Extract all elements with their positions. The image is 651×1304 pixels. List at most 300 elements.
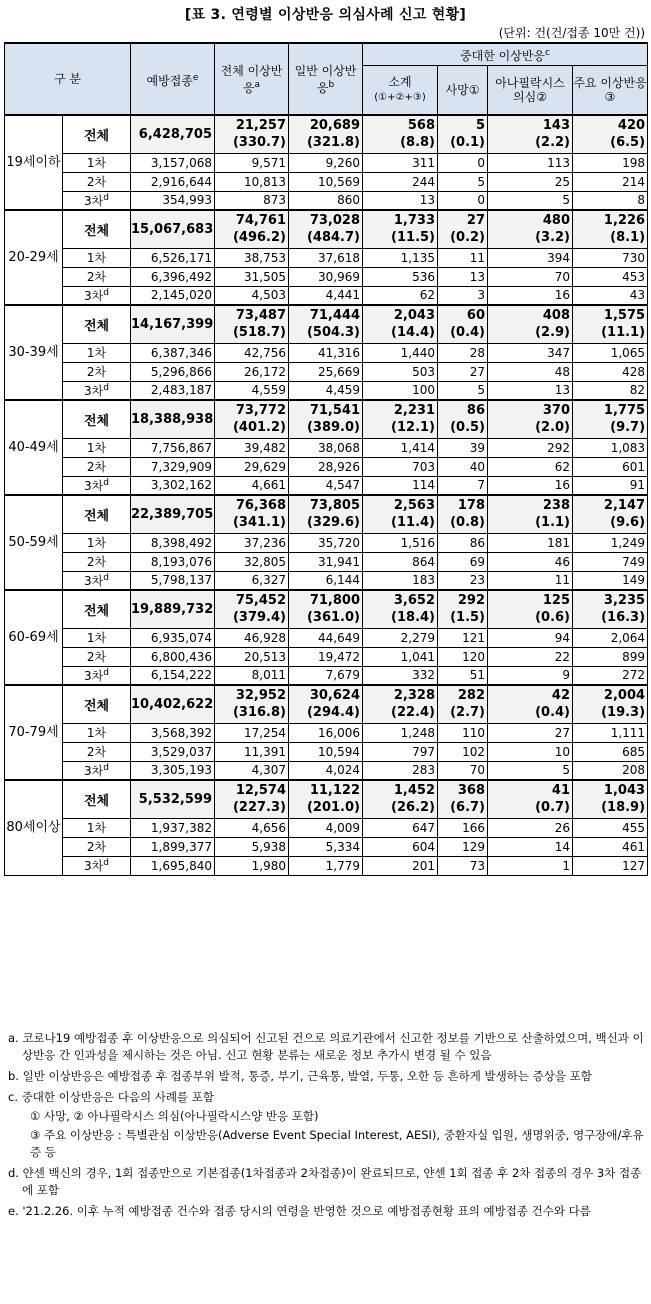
dose-label: 3차 [84,383,104,398]
subtotal-cell [363,305,438,343]
general-cell: 4,024 [289,761,363,780]
anaph-cell [488,115,573,153]
major-count: 1,775 [603,403,646,419]
header-vacc-text: 예방접종 [146,73,193,88]
header-vacc-sup: e [192,72,199,83]
header-subtotal-text: 소계 [388,74,412,89]
age-group-cell: 70-79세 [5,685,63,780]
header-total-ae-text: 전체 이상반응 [220,63,283,95]
vaccination-count-cell: 5,296,866 [131,362,215,381]
anaph-cell: 16 [488,476,573,495]
table-row [5,685,648,723]
dose-cell [63,628,131,647]
subtotal-cell: 797 [363,742,438,761]
general-cell: 30,969 [289,267,363,286]
major-count: 420 [617,118,646,134]
dose-label: 전체 [83,603,110,619]
table-row [5,400,648,438]
anaph-cell: 11 [488,571,573,590]
death-count: 292 [457,593,485,609]
anaph-rate: (3.2) [535,230,570,246]
header-anaph: 아나필락시스 의심② [488,65,573,115]
death-cell [438,305,488,343]
anaph-cell [488,210,573,248]
vaccination-count-cell: 5,532,599 [131,780,215,818]
footnote-e: e. '21.2.26. 이후 누적 예방접종 건수와 접종 당시의 연령을 반영한 것으로 예방접종현황 표의 예방접종 건수와 다름 [8,1204,591,1218]
vaccination-count-cell: 3,157,068 [131,153,215,172]
total-count: 21,257 [235,118,286,134]
footnote-a: a. 코로나19 예방접종 후 이상반응으로 의심되어 신고된 건으로 의료기관에서 신고한 정보를 기반으로 산출하였으며, 백신과 이상반응 간 인과성을 제시하는 것은 아님. 신고 현황 분류는 새로운 정보 추가시 변경 될 수 있음 [8,1031,644,1062]
table-row [5,647,648,666]
major-cell: 749 [573,552,648,571]
total-rate: (341.1) [232,515,286,531]
anaph-cell: 5 [488,761,573,780]
dose-label: 1차 [86,726,107,740]
general-cell [289,780,363,818]
vaccination-count-cell: 2,916,644 [131,172,215,191]
dose-cell [63,780,131,818]
footnote-b: b. 일반 이상반응은 예방접종 후 접종부위 발적, 통증, 부기, 근육통, 발열, 두통, 오한 등 흔하게 발생하는 증상을 포함 [8,1069,592,1083]
major-count: 1,575 [603,308,646,324]
major-count: 2,004 [603,688,646,704]
anaph-cell: 181 [488,533,573,552]
major-rate: (11.1) [601,325,646,341]
dose-label: 2차 [86,840,107,854]
major-cell: 1,111 [573,723,648,742]
subtotal-cell: 1,135 [363,248,438,267]
dose-cell [63,286,131,305]
vaccination-count-cell: 18,388,938 [131,400,215,438]
header-subtotal [363,65,438,115]
vaccination-count-cell: 6,396,492 [131,267,215,286]
death-rate: (2.7) [450,705,485,721]
general-cell [289,210,363,248]
age-group-cell: 60-69세 [5,590,63,685]
major-cell: 43 [573,286,648,305]
dose-cell [63,191,131,210]
subtotal-rate: (14.4) [391,325,435,341]
death-cell: 27 [438,362,488,381]
table-row [5,723,648,742]
table-row [5,438,648,457]
vaccination-count-cell: 3,529,037 [131,742,215,761]
death-count: 86 [466,403,485,419]
dose-sup: d [103,287,109,298]
total-rate: (379.4) [232,610,286,626]
general-cell [289,495,363,533]
major-cell: 8 [573,191,648,210]
general-cell: 31,941 [289,552,363,571]
death-rate: (0.8) [450,515,485,531]
vaccination-count-cell: 14,167,399 [131,305,215,343]
dose-label: 1차 [86,156,107,170]
general-cell [289,305,363,343]
vaccination-count-cell: 8,398,492 [131,533,215,552]
total-count: 73,487 [235,308,286,324]
total-cell: 26,172 [215,362,289,381]
table-row [5,362,648,381]
header-gubun-text: 구 분 [54,72,81,86]
anaph-rate: (2.2) [535,135,570,151]
dose-label: 3차 [84,668,104,683]
anaph-rate: (0.7) [535,800,570,816]
total-cell: 38,753 [215,248,289,267]
dose-cell [63,761,131,780]
vaccination-count-cell: 3,305,193 [131,761,215,780]
anaph-count: 41 [551,783,570,799]
total-count: 75,452 [235,593,286,609]
death-count: 60 [466,308,485,324]
anaph-cell: 1 [488,856,573,875]
total-cell: 10,813 [215,172,289,191]
major-cell: 1,065 [573,343,648,362]
vaccination-count-cell: 6,526,171 [131,248,215,267]
death-cell: 5 [438,172,488,191]
subtotal-cell: 1,440 [363,343,438,362]
major-rate: (16.3) [601,610,646,626]
general-cell: 4,547 [289,476,363,495]
dose-label: 1차 [86,346,107,360]
header-vacc [131,43,215,115]
footnote-c1: ① 사망, ② 아나필락시스 의심(아나필락시스양 반응 포함) [30,1109,319,1123]
major-rate: (6.5) [610,135,646,151]
age-group-cell: 80세이상 [5,780,63,875]
dose-label: 전체 [83,793,110,809]
major-cell: 1,249 [573,533,648,552]
anaph-rate: (2.0) [535,420,570,436]
dose-label: 2차 [86,365,107,379]
total-cell: 8,011 [215,666,289,685]
death-count: 27 [466,213,485,229]
table-row [5,533,648,552]
death-cell: 0 [438,153,488,172]
anaph-cell [488,305,573,343]
table-row [5,172,648,191]
subtotal-count: 2,043 [393,308,435,324]
dose-label: 1차 [86,536,107,550]
dose-cell [63,305,131,343]
death-cell: 120 [438,647,488,666]
table-row [5,457,648,476]
vaccination-count-cell: 354,993 [131,191,215,210]
vaccination-count-cell: 5,798,137 [131,571,215,590]
major-cell [573,590,648,628]
dose-sup: d [103,667,109,678]
total-rate: (330.7) [232,135,286,151]
dose-label: 3차 [84,859,104,873]
major-cell: 272 [573,666,648,685]
dose-label: 2차 [86,555,107,569]
subtotal-cell [363,590,438,628]
general-cell [289,685,363,723]
death-cell: 7 [438,476,488,495]
subtotal-rate: (22.4) [391,705,435,721]
total-cell: 4,503 [215,286,289,305]
death-cell: 102 [438,742,488,761]
vaccination-count-cell: 2,145,020 [131,286,215,305]
vaccination-count-cell: 7,756,867 [131,438,215,457]
total-cell [215,495,289,533]
dose-cell [63,533,131,552]
dose-label: 전체 [83,128,110,144]
major-cell [573,780,648,818]
total-cell: 20,513 [215,647,289,666]
major-cell: 91 [573,476,648,495]
subtotal-cell: 201 [363,856,438,875]
vaccination-count-cell: 1,937,382 [131,818,215,837]
major-cell: 899 [573,647,648,666]
subtotal-cell: 100 [363,381,438,400]
dose-cell [63,400,131,438]
dose-cell [63,495,131,533]
dose-label: 1차 [86,631,107,645]
anaph-count: 125 [542,593,570,609]
subtotal-cell: 1,414 [363,438,438,457]
major-cell: 198 [573,153,648,172]
subtotal-count: 2,328 [393,688,435,704]
subtotal-cell: 183 [363,571,438,590]
vaccination-count-cell: 1,695,840 [131,856,215,875]
anaph-rate: (1.1) [535,515,570,531]
subtotal-cell: 604 [363,837,438,856]
subtotal-cell: 13 [363,191,438,210]
dose-label: 2차 [86,745,107,759]
age-group-cell: 40-49세 [5,400,63,495]
header-serious [363,43,648,65]
major-cell [573,210,648,248]
dose-cell [63,267,131,286]
dose-cell [63,552,131,571]
total-cell: 1,980 [215,856,289,875]
dose-cell [63,362,131,381]
subtotal-cell: 1,248 [363,723,438,742]
table-row [5,628,648,647]
major-cell: 214 [573,172,648,191]
dose-cell [63,381,131,400]
total-cell: 6,327 [215,571,289,590]
general-cell: 37,618 [289,248,363,267]
subtotal-rate: (11.5) [391,230,435,246]
major-count: 1,043 [603,783,646,799]
table-row [5,191,648,210]
dose-cell [63,343,131,362]
vaccination-count-cell: 7,329,909 [131,457,215,476]
major-cell: 127 [573,856,648,875]
vaccination-count-cell: 6,428,705 [131,115,215,153]
total-cell: 4,661 [215,476,289,495]
table-row [5,742,648,761]
unit-label: (단위: 건(건/접종 10만 건)) [498,26,645,40]
header-gubun [5,43,131,115]
general-cell [289,590,363,628]
death-cell: 5 [438,381,488,400]
dose-sup: d [103,572,109,583]
anaph-cell: 292 [488,438,573,457]
dose-label: 2차 [86,460,107,474]
death-cell: 86 [438,533,488,552]
total-rate: (518.7) [232,325,286,341]
general-cell: 7,679 [289,666,363,685]
major-count: 1,226 [603,213,646,229]
vaccination-count-cell: 6,387,346 [131,343,215,362]
dose-label: 3차 [84,288,104,303]
anaph-cell [488,685,573,723]
death-cell [438,685,488,723]
footnotes [8,1030,644,1224]
total-cell [215,400,289,438]
major-cell: 685 [573,742,648,761]
total-count: 12,574 [235,783,286,799]
anaph-cell: 394 [488,248,573,267]
dose-label: 전체 [83,318,110,334]
general-rate: (329.6) [306,515,360,531]
table-row [5,590,648,628]
table-row [5,571,648,590]
death-cell: 51 [438,666,488,685]
table-row [5,856,648,875]
general-cell: 10,569 [289,172,363,191]
total-rate: (496.2) [232,230,286,246]
general-cell: 9,260 [289,153,363,172]
anaph-cell: 27 [488,723,573,742]
vaccination-count-cell: 8,193,076 [131,552,215,571]
anaph-cell: 10 [488,742,573,761]
anaph-count: 480 [542,213,570,229]
general-rate: (484.7) [306,230,360,246]
table-row [5,476,648,495]
total-cell: 5,938 [215,837,289,856]
death-cell: 70 [438,761,488,780]
general-rate: (361.0) [306,610,360,626]
dose-cell [63,666,131,685]
death-cell [438,210,488,248]
table-title: [표 3. 연령별 이상반응 의심사례 신고 현황] [184,7,467,23]
death-cell [438,495,488,533]
vaccination-count-cell: 22,389,705 [131,495,215,533]
subtotal-cell: 536 [363,267,438,286]
dose-sup: d [103,762,109,773]
death-cell [438,115,488,153]
subtotal-cell [363,780,438,818]
general-rate: (389.0) [306,420,360,436]
dose-label: 1차 [86,821,107,835]
subtotal-count: 1,733 [393,213,435,229]
table-row [5,305,648,343]
anaph-count: 408 [542,308,570,324]
total-cell: 39,482 [215,438,289,457]
age-group-cell: 20-29세 [5,210,63,305]
dose-label: 3차 [84,478,104,493]
general-cell: 10,594 [289,742,363,761]
anaph-cell [488,400,573,438]
header-serious-text: 중대한 이상반응 [460,48,546,63]
table-row [5,818,648,837]
table-row [5,115,648,153]
death-cell: 40 [438,457,488,476]
total-cell [215,115,289,153]
general-cell [289,115,363,153]
general-cell: 4,009 [289,818,363,837]
major-cell [573,495,648,533]
major-cell: 601 [573,457,648,476]
table-row [5,666,648,685]
major-rate: (9.7) [610,420,646,436]
dose-cell [63,685,131,723]
total-cell: 31,505 [215,267,289,286]
anaph-cell: 16 [488,286,573,305]
death-cell: 121 [438,628,488,647]
vaccination-count-cell: 3,568,392 [131,723,215,742]
total-count: 73,772 [235,403,286,419]
total-cell [215,305,289,343]
anaph-count: 143 [542,118,570,134]
dose-cell [63,115,131,153]
major-cell: 208 [573,761,648,780]
death-rate: (1.5) [450,610,485,626]
table-row [5,495,648,533]
dose-cell [63,457,131,476]
general-cell: 1,779 [289,856,363,875]
death-cell [438,400,488,438]
anaph-cell: 48 [488,362,573,381]
dose-label: 3차 [84,573,104,588]
general-cell: 16,006 [289,723,363,742]
total-cell: 32,805 [215,552,289,571]
general-cell: 38,068 [289,438,363,457]
general-cell: 860 [289,191,363,210]
footnote-c2: ③ 주요 이상반응 : 특별관심 이상반응(Adverse Event Special Interest, AESI), 중환자실 입원, 생명위중, 영구장애/후유증 등 [30,1128,644,1159]
total-cell: 9,571 [215,153,289,172]
anaph-cell [488,780,573,818]
death-rate: (6.7) [450,800,485,816]
subtotal-cell: 283 [363,761,438,780]
total-cell [215,780,289,818]
general-cell: 41,316 [289,343,363,362]
total-cell: 11,391 [215,742,289,761]
major-cell: 455 [573,818,648,837]
dose-sup: d [103,477,109,488]
major-cell: 149 [573,571,648,590]
subtotal-count: 2,563 [393,498,435,514]
table-row [5,780,648,818]
general-count: 71,444 [309,308,360,324]
total-rate: (401.2) [232,420,286,436]
anaph-rate: (2.9) [535,325,570,341]
header-major: 주요 이상반응③ [573,65,648,115]
subtotal-cell [363,495,438,533]
major-cell: 1,083 [573,438,648,457]
general-rate: (504.3) [306,325,360,341]
general-count: 73,805 [309,498,360,514]
anaph-rate: (0.4) [535,705,570,721]
general-cell: 4,459 [289,381,363,400]
total-cell: 4,559 [215,381,289,400]
dose-sup: d [103,858,109,868]
subtotal-rate: (11.4) [391,515,435,531]
anaph-count: 370 [542,403,570,419]
subtotal-rate: (12.1) [391,420,435,436]
dose-label: 1차 [86,441,107,455]
vaccination-count-cell: 19,889,732 [131,590,215,628]
dose-label: 1차 [86,251,107,265]
general-cell: 25,669 [289,362,363,381]
age-group-cell: 30-39세 [5,305,63,400]
anaph-cell [488,495,573,533]
dose-label: 2차 [86,270,107,284]
general-cell: 44,649 [289,628,363,647]
major-rate: (19.3) [601,705,646,721]
subtotal-rate: (18.4) [391,610,435,626]
